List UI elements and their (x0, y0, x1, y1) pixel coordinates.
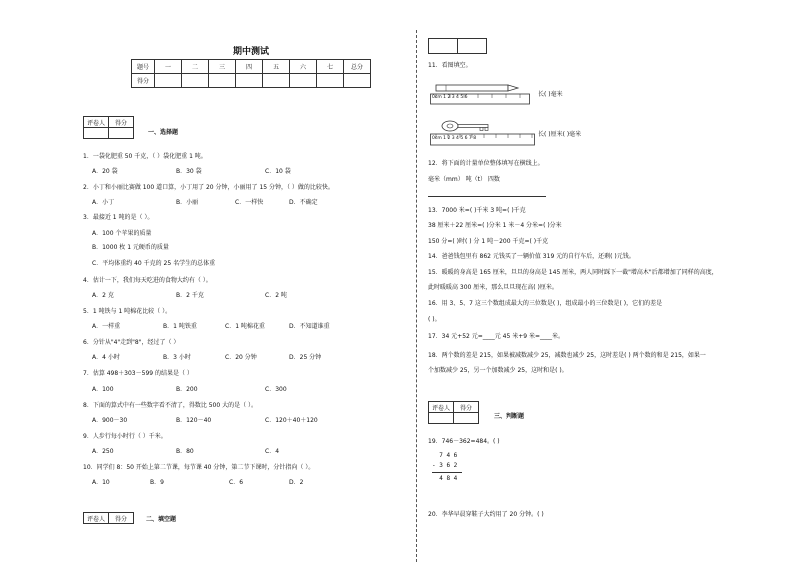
option[interactable]: B．小丽 (176, 199, 199, 206)
score-cell[interactable] (344, 74, 371, 88)
question-text: 14．爸爸钱包里有 862 元钱买了一辆价值 319 元的自行车后，还剩( )元钱。 (428, 253, 635, 260)
question-text: 1．一袋化肥重 50 千克，（ ）袋化肥重 1 吨。 (83, 153, 207, 160)
question-text: 38 厘米＋22 厘米=( )分米 1 米－4 分米=( )分米 (428, 222, 562, 229)
option[interactable]: A．900－30 (92, 417, 128, 424)
section-title-choice: 一、选择题 (148, 129, 179, 136)
score-value-row (132, 74, 371, 88)
section-title-fill: 二、填空题 (146, 516, 177, 523)
option[interactable]: A．4 小时 (92, 354, 120, 361)
grader-label: 评卷人 (84, 513, 109, 524)
grader-cell[interactable] (429, 413, 454, 424)
option[interactable]: A．20 袋 (92, 168, 118, 175)
grader-cell[interactable] (429, 39, 458, 54)
score-cell[interactable] (290, 74, 317, 88)
option[interactable]: C．2 吨 (265, 292, 287, 299)
option[interactable]: C．20 分钟 (225, 354, 257, 361)
score-row-label: 得分 (132, 74, 155, 88)
grader-table-top-right (428, 38, 487, 54)
grader-label: 评卷人 (84, 117, 109, 128)
grader-cell[interactable] (109, 128, 134, 139)
option[interactable]: A．100 个苹果的质量 (92, 230, 152, 237)
unit-list: 毫米（mm） 吨（t） 四数 (428, 176, 500, 183)
question-text: 150 分=( )时( ) 分 1 吨－200 千克=( )千克 (428, 238, 549, 245)
question-text: 6．分针从"4"走到"8"，经过了（ ） (83, 339, 180, 346)
vertical-math-line: 7 4 6 (432, 452, 458, 459)
option[interactable]: B．80 (176, 448, 194, 455)
option[interactable]: A．10 (92, 479, 110, 486)
question-text: 17．34 元+52 元=____元 45 米+9 米=____米。 (428, 333, 565, 340)
option[interactable]: A．一样重 (92, 323, 121, 330)
option[interactable]: C．10 袋 (265, 168, 291, 175)
question-text: 5．1 吨铁与 1 吨棉花比较（ ）。 (83, 308, 172, 315)
score-header: 五 (263, 60, 290, 74)
option[interactable]: C．120＋40＋120 (265, 417, 318, 424)
grader-table-section2 (83, 512, 134, 524)
score-cell[interactable] (182, 74, 209, 88)
grader-label: 得分 (454, 402, 479, 413)
ruler-scale-label: 0cm 1 2 3 4 5 6 7 8 (432, 136, 477, 141)
page-title: 期中测试 (233, 47, 270, 57)
option[interactable]: B．120－40 (176, 417, 212, 424)
option[interactable]: A．小丁 (92, 199, 115, 206)
option[interactable]: B．2 千克 (176, 292, 204, 299)
score-cell[interactable] (155, 74, 182, 88)
score-header: 一 (155, 60, 182, 74)
score-header: 七 (317, 60, 344, 74)
score-table (131, 59, 371, 88)
grader-table-section3 (428, 401, 479, 424)
question-text: 此时暖暖高 300 厘米，那么旦旦现在高( )厘米。 (428, 284, 558, 291)
ruler-pencil-figure (430, 80, 530, 106)
question-text: 10．同学们 8：50 开始上第二节课，每节课 40 分钟，第二节下课时，分针指向（ ）。 (83, 464, 315, 471)
score-header: 二 (182, 60, 209, 74)
option[interactable]: B．1000 枚 1 元硬币的质量 (92, 244, 169, 251)
ruler-scale-label: 0cm 1 2 3 4 5 6 (432, 95, 468, 100)
option[interactable]: B．200 (176, 386, 198, 393)
grader-cell[interactable] (84, 128, 109, 139)
question-text: 18．两个数的差是 215，如果被减数减少 25，减数也减少 25，这时差是( ) 两个数的和是 215，如果一 (428, 352, 706, 359)
question-text: 13．7000 米=( )千米 3 吨=( )千克 (428, 207, 526, 214)
question-text: ( )。 (428, 316, 441, 323)
question-text: 15．暖暖的身高是 165 厘米，旦旦的身高是 145 厘米，两人同时踩下一截"增高木"后都增加了同样的高度， (428, 269, 718, 276)
option[interactable]: B．1 吨铁重 (163, 323, 197, 330)
option[interactable]: B．30 袋 (176, 168, 202, 175)
question-text: 2．小丁和小丽比赛做 100 道口算，小丁用了 20 分钟，小丽用了 15 分钟，（ ）做的比较快。 (83, 184, 334, 191)
grader-table-section1 (83, 116, 134, 139)
question-text: 3．最接近 1 吨的是（ ）。 (83, 214, 154, 221)
option[interactable]: A．100 (92, 386, 114, 393)
question-text: 20．李华早晨穿鞋子大约用了 20 分钟。( ) (428, 511, 544, 518)
question-text: 19．746－362=484。( ) (428, 438, 500, 445)
grader-cell[interactable] (458, 39, 487, 54)
page-divider (416, 30, 417, 562)
section-title-judge: 三、判断题 (494, 413, 525, 420)
question-text: 4．估计一下，我们每天吃进的食物大约有（ ）。 (83, 277, 212, 284)
score-header: 四 (236, 60, 263, 74)
vertical-math-line: - 3 6 2 (432, 462, 458, 469)
option[interactable]: D．25 分钟 (289, 354, 322, 361)
option[interactable]: A．250 (92, 448, 114, 455)
option[interactable]: D．不确定 (289, 199, 318, 206)
answer-blank[interactable]: 长( )毫米 (538, 91, 563, 98)
score-cell[interactable] (263, 74, 290, 88)
answer-blank[interactable]: 长( )厘米( )毫米 (538, 131, 582, 138)
question-text: 12．将下面的计量单位整体填写在横线上。 (428, 160, 544, 167)
option[interactable]: B．3 小时 (163, 354, 191, 361)
question-text: 9．人步行每小时行（ ）千米。 (83, 433, 167, 440)
option[interactable]: C．4 (265, 448, 280, 455)
question-text: 11．看图填空。 (428, 62, 472, 69)
score-header: 三 (209, 60, 236, 74)
option[interactable]: B．9 (150, 479, 164, 486)
grader-label: 得分 (109, 513, 134, 524)
score-header: 题号 (132, 60, 155, 74)
score-header-row (132, 60, 371, 74)
option[interactable]: C．平均体重约 40 千克的 25 名学生的总体重 (92, 260, 216, 267)
score-cell[interactable] (317, 74, 344, 88)
question-text: 7．估算 498＋303－599 的结果是（ ） (83, 370, 193, 377)
question-text: 16．用 3、5、7 这三个数组成最大的三位数是( )，组成最小的三位数是( )，它们的差是 (428, 300, 663, 307)
option[interactable]: C．300 (265, 386, 287, 393)
grader-cell[interactable] (454, 413, 479, 424)
question-text: 8．下面的算式中有一些数字看不清了，得数比 500 大的是（ ）。 (83, 402, 257, 409)
vertical-math-line: 4 8 4 (432, 475, 458, 482)
score-header: 六 (290, 60, 317, 74)
answer-line[interactable] (428, 196, 546, 197)
option[interactable]: D．不知道谁重 (289, 323, 330, 330)
score-header: 总分 (344, 60, 371, 74)
grader-label: 得分 (109, 117, 134, 128)
option[interactable]: C．6 (229, 479, 244, 486)
option[interactable]: C．1 吨棉花重 (225, 323, 265, 330)
option[interactable]: D．2 (289, 479, 304, 486)
option[interactable]: C．一样快 (235, 199, 264, 206)
score-cell[interactable] (236, 74, 263, 88)
grader-label: 评卷人 (429, 402, 454, 413)
score-cell[interactable] (209, 74, 236, 88)
vertical-math-rule (432, 472, 462, 473)
option[interactable]: A．2 克 (92, 292, 114, 299)
question-text: 个加数减少 25，另一个加数减少 25，这时和是( )。 (428, 367, 568, 374)
ruler-key-figure (430, 118, 535, 148)
